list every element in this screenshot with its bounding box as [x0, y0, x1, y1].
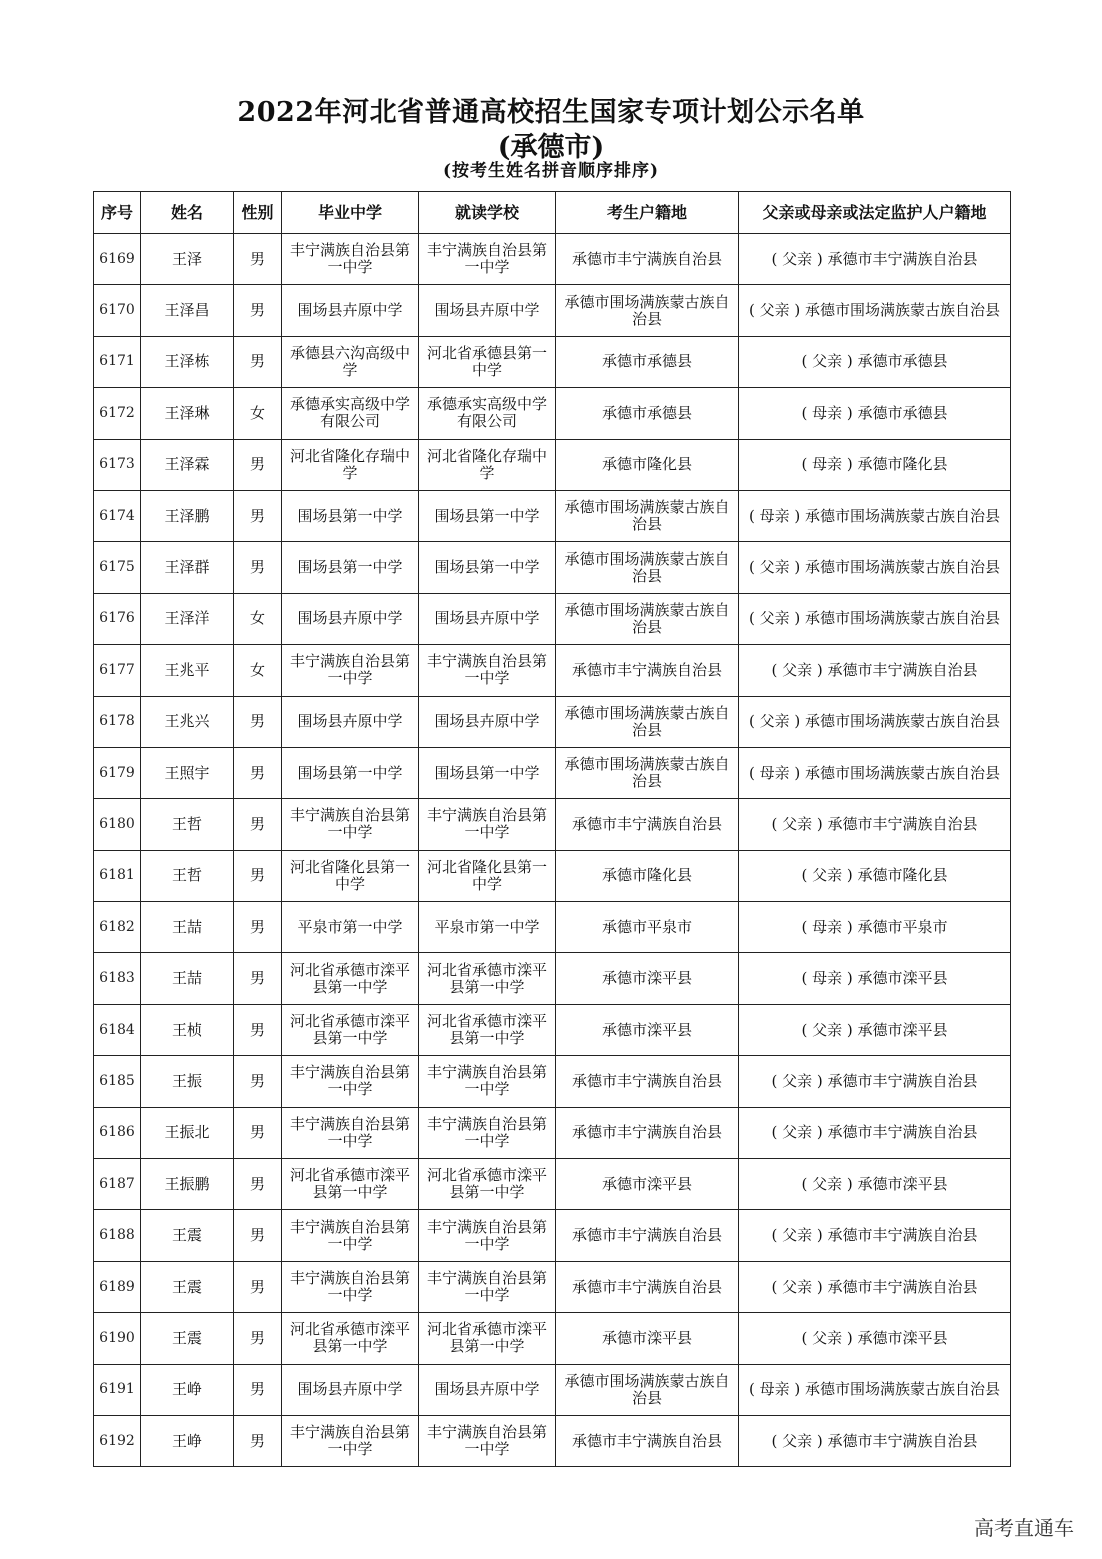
table-row: [94, 388, 1011, 439]
cell-sex: 男: [234, 696, 282, 747]
cell-current-school: 围场县卉原中学: [419, 696, 556, 747]
cell-guardian-residence: ( 父亲 ) 承德市围场满族蒙古族自治县: [739, 542, 1011, 593]
cell-residence: 承德市滦平县: [556, 953, 739, 1004]
cell-grad-school: 河北省承德市滦平县第一中学: [282, 1004, 419, 1055]
cell-no: 6174: [94, 490, 141, 541]
cell-guardian-residence: ( 父亲 ) 承德市丰宁满族自治县: [739, 1261, 1011, 1312]
cell-sex: 男: [234, 902, 282, 953]
cell-no: 6188: [94, 1210, 141, 1261]
cell-grad-school: 河北省承德市滦平县第一中学: [282, 1313, 419, 1364]
cell-name: 王峥: [141, 1415, 234, 1466]
cell-guardian-residence: ( 母亲 ) 承德市承德县: [739, 388, 1011, 439]
table-row: [94, 234, 1011, 285]
cell-grad-school: 围场县卉原中学: [282, 1364, 419, 1415]
cell-current-school: 河北省承德市滦平县第一中学: [419, 953, 556, 1004]
cell-residence: 承德市承德县: [556, 336, 739, 387]
sort-note: (按考生姓名拼音顺序排序): [442, 161, 660, 181]
cell-current-school: 河北省隆化县第一中学: [419, 850, 556, 901]
cell-grad-school: 河北省隆化存瑞中学: [282, 439, 419, 490]
cell-grad-school: 丰宁满族自治县第一中学: [282, 1056, 419, 1107]
cell-guardian-residence: ( 母亲 ) 承德市滦平县: [739, 953, 1011, 1004]
cell-current-school: 河北省承德市滦平县第一中学: [419, 1159, 556, 1210]
table-row: [94, 542, 1011, 593]
cell-no: 6187: [94, 1159, 141, 1210]
cell-residence: 承德市丰宁满族自治县: [556, 799, 739, 850]
cell-sex: 男: [234, 850, 282, 901]
page-subtitle: (承德市): [497, 132, 605, 163]
cell-current-school: 围场县第一中学: [419, 490, 556, 541]
cell-residence: 承德市丰宁满族自治县: [556, 1261, 739, 1312]
cell-name: 王桢: [141, 1004, 234, 1055]
cell-sex: 女: [234, 388, 282, 439]
column-header-grad-school: 毕业中学: [282, 192, 419, 234]
cell-name: 王震: [141, 1261, 234, 1312]
cell-name: 王照宇: [141, 747, 234, 798]
table-row: [94, 1004, 1011, 1055]
cell-sex: 男: [234, 799, 282, 850]
cell-no: 6186: [94, 1107, 141, 1158]
cell-guardian-residence: ( 父亲 ) 承德市承德县: [739, 336, 1011, 387]
table-row: [94, 696, 1011, 747]
cell-no: 6182: [94, 902, 141, 953]
table-row: [94, 490, 1011, 541]
cell-name: 王振鹏: [141, 1159, 234, 1210]
cell-no: 6190: [94, 1313, 141, 1364]
cell-no: 6170: [94, 285, 141, 336]
table-row: [94, 1261, 1011, 1312]
cell-guardian-residence: ( 父亲 ) 承德市丰宁满族自治县: [739, 1210, 1011, 1261]
cell-no: 6185: [94, 1056, 141, 1107]
cell-sex: 男: [234, 490, 282, 541]
cell-grad-school: 围场县卉原中学: [282, 593, 419, 644]
cell-current-school: 围场县卉原中学: [419, 285, 556, 336]
cell-no: 6189: [94, 1261, 141, 1312]
cell-residence: 承德市围场满族蒙古族自治县: [556, 285, 739, 336]
cell-residence: 承德市围场满族蒙古族自治县: [556, 747, 739, 798]
cell-name: 王泽霖: [141, 439, 234, 490]
cell-name: 王泽群: [141, 542, 234, 593]
cell-residence: 承德市隆化县: [556, 439, 739, 490]
cell-current-school: 承德承实高级中学有限公司: [419, 388, 556, 439]
column-header-no: 序号: [94, 192, 141, 234]
table-row: [94, 1107, 1011, 1158]
cell-sex: 男: [234, 1210, 282, 1261]
cell-current-school: 丰宁满族自治县第一中学: [419, 1415, 556, 1466]
cell-grad-school: 围场县第一中学: [282, 490, 419, 541]
cell-grad-school: 河北省隆化县第一中学: [282, 850, 419, 901]
cell-guardian-residence: ( 父亲 ) 承德市围场满族蒙古族自治县: [739, 696, 1011, 747]
cell-guardian-residence: ( 母亲 ) 承德市隆化县: [739, 439, 1011, 490]
column-header-residence: 考生户籍地: [556, 192, 739, 234]
cell-residence: 承德市滦平县: [556, 1313, 739, 1364]
table-row: [94, 1364, 1011, 1415]
cell-no: 6178: [94, 696, 141, 747]
column-header-sex: 性别: [234, 192, 282, 234]
cell-name: 王兆兴: [141, 696, 234, 747]
cell-grad-school: 河北省承德市滦平县第一中学: [282, 1159, 419, 1210]
cell-grad-school: 承德县六沟高级中学: [282, 336, 419, 387]
cell-name: 王泽鹏: [141, 490, 234, 541]
table-row: [94, 593, 1011, 644]
cell-current-school: 平泉市第一中学: [419, 902, 556, 953]
table-row: [94, 850, 1011, 901]
table-row: [94, 799, 1011, 850]
cell-name: 王喆: [141, 953, 234, 1004]
cell-residence: 承德市丰宁满族自治县: [556, 234, 739, 285]
cell-current-school: 围场县卉原中学: [419, 1364, 556, 1415]
cell-current-school: 丰宁满族自治县第一中学: [419, 799, 556, 850]
header-row: [94, 192, 1011, 234]
cell-name: 王泽: [141, 234, 234, 285]
cell-no: 6192: [94, 1415, 141, 1466]
cell-sex: 男: [234, 1313, 282, 1364]
cell-residence: 承德市丰宁满族自治县: [556, 1415, 739, 1466]
cell-sex: 男: [234, 234, 282, 285]
cell-sex: 男: [234, 285, 282, 336]
cell-guardian-residence: ( 父亲 ) 承德市隆化县: [739, 850, 1011, 901]
cell-residence: 承德市丰宁满族自治县: [556, 1107, 739, 1158]
cell-guardian-residence: ( 母亲 ) 承德市围场满族蒙古族自治县: [739, 490, 1011, 541]
cell-current-school: 围场县第一中学: [419, 542, 556, 593]
cell-name: 王振北: [141, 1107, 234, 1158]
cell-no: 6191: [94, 1364, 141, 1415]
cell-no: 6183: [94, 953, 141, 1004]
cell-name: 王兆平: [141, 645, 234, 696]
cell-guardian-residence: ( 父亲 ) 承德市围场满族蒙古族自治县: [739, 593, 1011, 644]
cell-sex: 男: [234, 1261, 282, 1312]
cell-sex: 男: [234, 439, 282, 490]
cell-name: 王震: [141, 1210, 234, 1261]
table-row: [94, 953, 1011, 1004]
cell-guardian-residence: ( 母亲 ) 承德市围场满族蒙古族自治县: [739, 1364, 1011, 1415]
cell-sex: 男: [234, 336, 282, 387]
cell-grad-school: 丰宁满族自治县第一中学: [282, 1210, 419, 1261]
cell-residence: 承德市丰宁满族自治县: [556, 645, 739, 696]
cell-residence: 承德市滦平县: [556, 1159, 739, 1210]
cell-guardian-residence: ( 父亲 ) 承德市滦平县: [739, 1159, 1011, 1210]
cell-grad-school: 丰宁满族自治县第一中学: [282, 234, 419, 285]
cell-residence: 承德市围场满族蒙古族自治县: [556, 490, 739, 541]
cell-sex: 女: [234, 645, 282, 696]
cell-residence: 承德市隆化县: [556, 850, 739, 901]
cell-guardian-residence: ( 父亲 ) 承德市滦平县: [739, 1313, 1011, 1364]
cell-grad-school: 丰宁满族自治县第一中学: [282, 1107, 419, 1158]
table-row: [94, 1415, 1011, 1466]
cell-grad-school: 围场县第一中学: [282, 747, 419, 798]
cell-sex: 男: [234, 542, 282, 593]
cell-name: 王泽昌: [141, 285, 234, 336]
cell-name: 王喆: [141, 902, 234, 953]
cell-guardian-residence: ( 父亲 ) 承德市丰宁满族自治县: [739, 1056, 1011, 1107]
cell-guardian-residence: ( 父亲 ) 承德市丰宁满族自治县: [739, 799, 1011, 850]
cell-current-school: 河北省承德市滦平县第一中学: [419, 1313, 556, 1364]
cell-name: 王泽栋: [141, 336, 234, 387]
cell-grad-school: 丰宁满族自治县第一中学: [282, 1415, 419, 1466]
cell-current-school: 河北省承德市滦平县第一中学: [419, 1004, 556, 1055]
cell-name: 王泽洋: [141, 593, 234, 644]
table-row: [94, 747, 1011, 798]
cell-sex: 男: [234, 1364, 282, 1415]
column-header-current-school: 就读学校: [419, 192, 556, 234]
cell-no: 6176: [94, 593, 141, 644]
cell-guardian-residence: ( 父亲 ) 承德市丰宁满族自治县: [739, 1415, 1011, 1466]
cell-grad-school: 河北省承德市滦平县第一中学: [282, 953, 419, 1004]
table-row: [94, 645, 1011, 696]
cell-grad-school: 丰宁满族自治县第一中学: [282, 799, 419, 850]
cell-guardian-residence: ( 母亲 ) 承德市围场满族蒙古族自治县: [739, 747, 1011, 798]
cell-grad-school: 围场县卉原中学: [282, 696, 419, 747]
cell-guardian-residence: ( 父亲 ) 承德市滦平县: [739, 1004, 1011, 1055]
cell-grad-school: 丰宁满族自治县第一中学: [282, 645, 419, 696]
cell-no: 6173: [94, 439, 141, 490]
cell-current-school: 丰宁满族自治县第一中学: [419, 1056, 556, 1107]
cell-name: 王震: [141, 1313, 234, 1364]
cell-no: 6177: [94, 645, 141, 696]
cell-sex: 男: [234, 953, 282, 1004]
cell-grad-school: 围场县第一中学: [282, 542, 419, 593]
page-title: 2022年河北省普通高校招生国家专项计划公示名单: [237, 97, 865, 128]
cell-sex: 男: [234, 1415, 282, 1466]
cell-current-school: 丰宁满族自治县第一中学: [419, 1210, 556, 1261]
cell-grad-school: 平泉市第一中学: [282, 902, 419, 953]
cell-residence: 承德市丰宁满族自治县: [556, 1056, 739, 1107]
column-header-guardian-residence: 父亲或母亲或法定监护人户籍地: [739, 192, 1011, 234]
cell-residence: 承德市滦平县: [556, 1004, 739, 1055]
cell-name: 王峥: [141, 1364, 234, 1415]
cell-no: 6172: [94, 388, 141, 439]
table-row: [94, 336, 1011, 387]
cell-residence: 承德市围场满族蒙古族自治县: [556, 593, 739, 644]
cell-sex: 男: [234, 1056, 282, 1107]
cell-name: 王哲: [141, 799, 234, 850]
table-row: [94, 439, 1011, 490]
table-row: [94, 902, 1011, 953]
cell-current-school: 丰宁满族自治县第一中学: [419, 234, 556, 285]
cell-sex: 男: [234, 1107, 282, 1158]
cell-no: 6169: [94, 234, 141, 285]
cell-grad-school: 围场县卉原中学: [282, 285, 419, 336]
watermark: 高考直通车: [974, 1516, 1074, 1540]
table-row: [94, 1056, 1011, 1107]
cell-sex: 女: [234, 593, 282, 644]
cell-grad-school: 丰宁满族自治县第一中学: [282, 1261, 419, 1312]
cell-current-school: 围场县第一中学: [419, 747, 556, 798]
cell-residence: 承德市围场满族蒙古族自治县: [556, 696, 739, 747]
cell-name: 王振: [141, 1056, 234, 1107]
cell-guardian-residence: ( 父亲 ) 承德市丰宁满族自治县: [739, 645, 1011, 696]
cell-current-school: 丰宁满族自治县第一中学: [419, 1107, 556, 1158]
cell-residence: 承德市平泉市: [556, 902, 739, 953]
cell-residence: 承德市围场满族蒙古族自治县: [556, 1364, 739, 1415]
cell-residence: 承德市丰宁满族自治县: [556, 1210, 739, 1261]
cell-current-school: 河北省承德县第一中学: [419, 336, 556, 387]
cell-current-school: 丰宁满族自治县第一中学: [419, 1261, 556, 1312]
cell-current-school: 围场县卉原中学: [419, 593, 556, 644]
cell-name: 王泽琳: [141, 388, 234, 439]
cell-sex: 男: [234, 747, 282, 798]
table-row: [94, 1313, 1011, 1364]
roster-table: [93, 191, 1011, 1467]
cell-no: 6179: [94, 747, 141, 798]
cell-guardian-residence: ( 母亲 ) 承德市平泉市: [739, 902, 1011, 953]
cell-no: 6171: [94, 336, 141, 387]
cell-name: 王哲: [141, 850, 234, 901]
cell-no: 6180: [94, 799, 141, 850]
column-header-name: 姓名: [141, 192, 234, 234]
cell-current-school: 河北省隆化存瑞中学: [419, 439, 556, 490]
cell-residence: 承德市承德县: [556, 388, 739, 439]
cell-no: 6181: [94, 850, 141, 901]
cell-residence: 承德市围场满族蒙古族自治县: [556, 542, 739, 593]
cell-no: 6175: [94, 542, 141, 593]
table-row: [94, 1159, 1011, 1210]
cell-sex: 男: [234, 1159, 282, 1210]
table-body: [94, 234, 1011, 1467]
cell-guardian-residence: ( 父亲 ) 承德市丰宁满族自治县: [739, 234, 1011, 285]
cell-guardian-residence: ( 父亲 ) 承德市围场满族蒙古族自治县: [739, 285, 1011, 336]
table-row: [94, 1210, 1011, 1261]
cell-sex: 男: [234, 1004, 282, 1055]
cell-grad-school: 承德承实高级中学有限公司: [282, 388, 419, 439]
cell-no: 6184: [94, 1004, 141, 1055]
table-row: [94, 285, 1011, 336]
cell-guardian-residence: ( 父亲 ) 承德市丰宁满族自治县: [739, 1107, 1011, 1158]
cell-current-school: 丰宁满族自治县第一中学: [419, 645, 556, 696]
